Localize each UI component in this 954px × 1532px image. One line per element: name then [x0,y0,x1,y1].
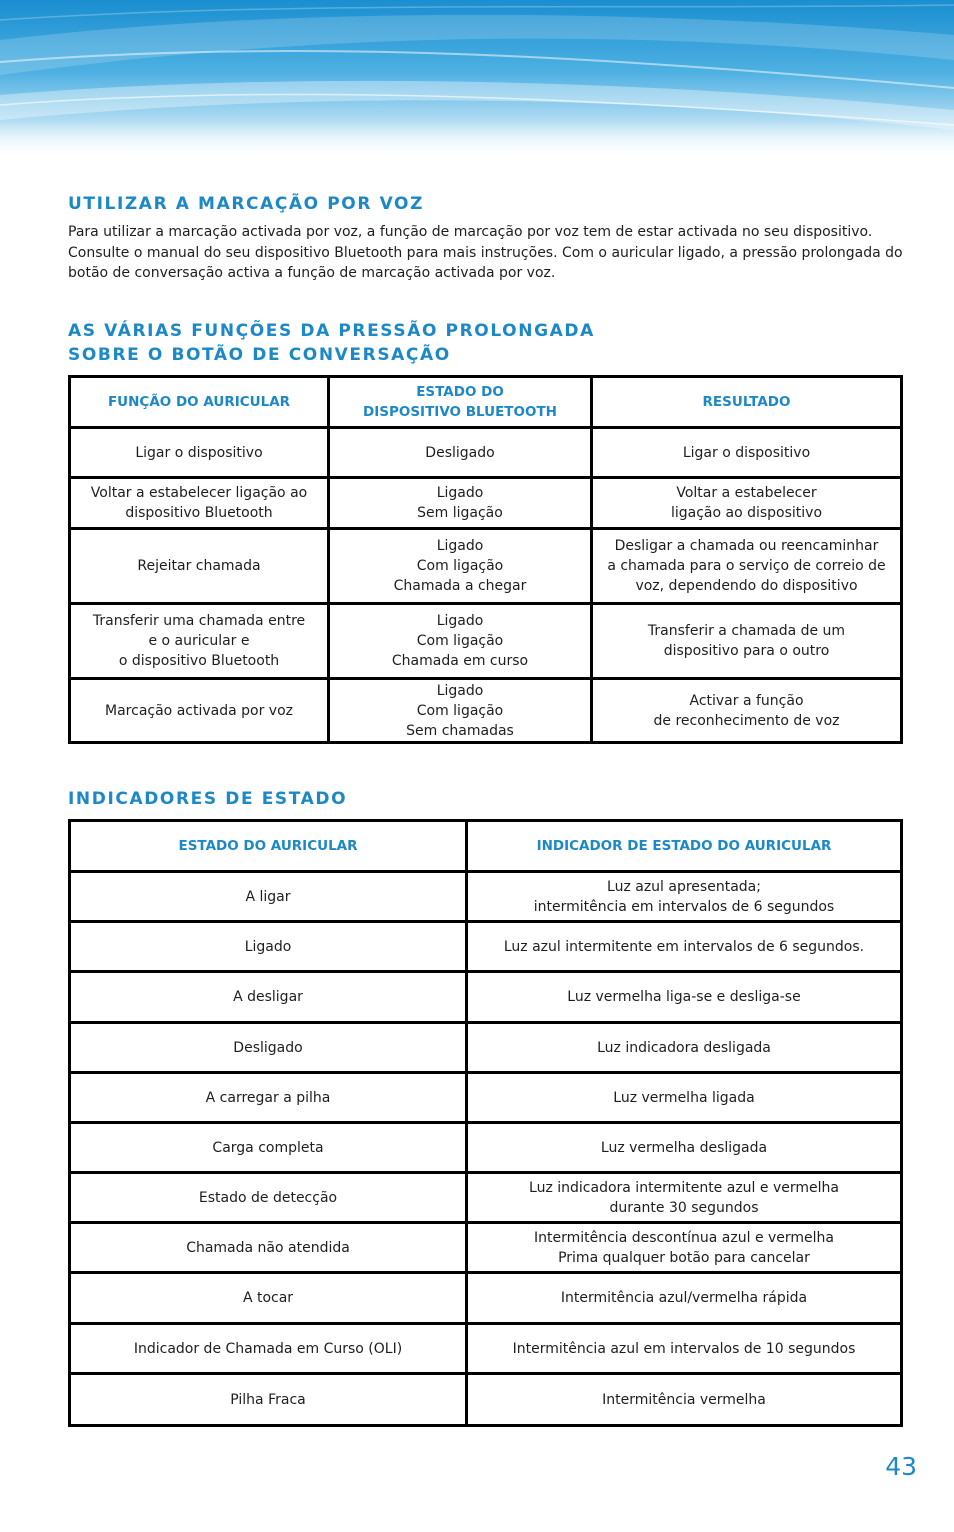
indicators-table [68,819,903,1427]
table-cell: Desligado [70,1023,467,1073]
table-cell: Luz azul intermitente em intervalos de 6 segundos. [467,922,902,972]
table-cell: Voltar a estabelecer ligação ao dispositivo [592,478,902,529]
table-row [70,972,902,1023]
table-row [70,1073,902,1123]
table-cell: Marcação activada por voz [70,679,329,743]
table-cell: Ligado [70,922,467,972]
column-header: INDICADOR DE ESTADO DO AURICULAR [467,821,902,872]
voice-dial-body: Para utilizar a marcação activada por voz, a função de marcação por voz tem de estar activada no seu dispositivo. Consulte o manual do seu dispositivo Bluetooth para mais instruções. Com o auricular ligado, a pressão prolongada do botão de conversação activa a função de marcação activada por voz. [68,224,903,281]
table-cell: Transferir uma chamada entre e o auricular e o dispositivo Bluetooth [70,604,329,679]
table-row [70,1123,902,1173]
table-cell: Estado de detecção [70,1173,467,1223]
table-row [70,1374,902,1426]
table-cell: Intermitência azul/vermelha rápida [467,1273,902,1324]
table-cell: Carga completa [70,1123,467,1173]
table-cell: Indicador de Chamada em Curso (OLI) [70,1324,467,1374]
table-cell: Voltar a estabelecer ligação ao dispositivo Bluetooth [70,478,329,529]
long-press-title-line1: AS VÁRIAS FUNÇÕES DA PRESSÃO PROLONGADA [68,321,595,341]
table-cell: A carregar a pilha [70,1073,467,1123]
table-row [70,922,902,972]
column-header: ESTADO DO AURICULAR [70,821,467,872]
column-header: ESTADO DO DISPOSITIVO BLUETOOTH [329,377,592,428]
table-cell: Luz vermelha liga-se e desliga-se [467,972,902,1023]
long-press-title-line2: SOBRE O BOTÃO DE CONVERSAÇÃO [68,345,451,365]
table-cell: Luz indicadora desligada [467,1023,902,1073]
table-cell: Luz indicadora intermitente azul e vermelha durante 30 segundos [467,1173,902,1223]
table-row [70,679,902,743]
table-header-row [70,821,902,872]
table-cell: A tocar [70,1273,467,1324]
table-cell: Ligado Com ligação Chamada a chegar [329,529,592,604]
column-header: RESULTADO [592,377,902,428]
table-cell: Chamada não atendida [70,1223,467,1273]
table-cell: Ligar o dispositivo [592,428,902,478]
table-cell: Luz vermelha ligada [467,1073,902,1123]
table-row [70,1023,902,1073]
table-row [70,1324,902,1374]
table-cell: Intermitência vermelha [467,1374,902,1426]
table-cell: Intermitência descontínua azul e vermelha Prima qualquer botão para cancelar [467,1223,902,1273]
table-cell: Activar a função de reconhecimento de voz [592,679,902,743]
header-wave-banner [0,0,954,160]
table-cell: Intermitência azul em intervalos de 10 segundos [467,1324,902,1374]
indicators-title: INDICADORES DE ESTADO [68,789,348,809]
voice-dial-title: UTILIZAR A MARCAÇÃO POR VOZ [68,194,425,214]
table-row [70,872,902,922]
table-cell: Ligado Sem ligação [329,478,592,529]
table-row [70,604,902,679]
table-cell: Rejeitar chamada [70,529,329,604]
table-cell: Transferir a chamada de um dispositivo para o outro [592,604,902,679]
table-header-row [70,377,902,428]
table-cell: A desligar [70,972,467,1023]
table-cell: Pilha Fraca [70,1374,467,1426]
table-cell: Desligar a chamada ou reencaminhar a chamada para o serviço de correio de voz, dependendo do dispositivo [592,529,902,604]
long-press-table [68,375,903,744]
table-row [70,478,902,529]
table-cell: Ligado Com ligação Chamada em curso [329,604,592,679]
table-cell: Ligar o dispositivo [70,428,329,478]
column-header: FUNÇÃO DO AURICULAR [70,377,329,428]
table-cell: Desligado [329,428,592,478]
table-row [70,428,902,478]
table-row [70,529,902,604]
table-cell: A ligar [70,872,467,922]
table-cell: Ligado Com ligação Sem chamadas [329,679,592,743]
table-row [70,1273,902,1324]
page-number: 43 [885,1452,917,1481]
table-row [70,1223,902,1273]
table-cell: Luz vermelha desligada [467,1123,902,1173]
table-cell: Luz azul apresentada; intermitência em intervalos de 6 segundos [467,872,902,922]
table-row [70,1173,902,1223]
